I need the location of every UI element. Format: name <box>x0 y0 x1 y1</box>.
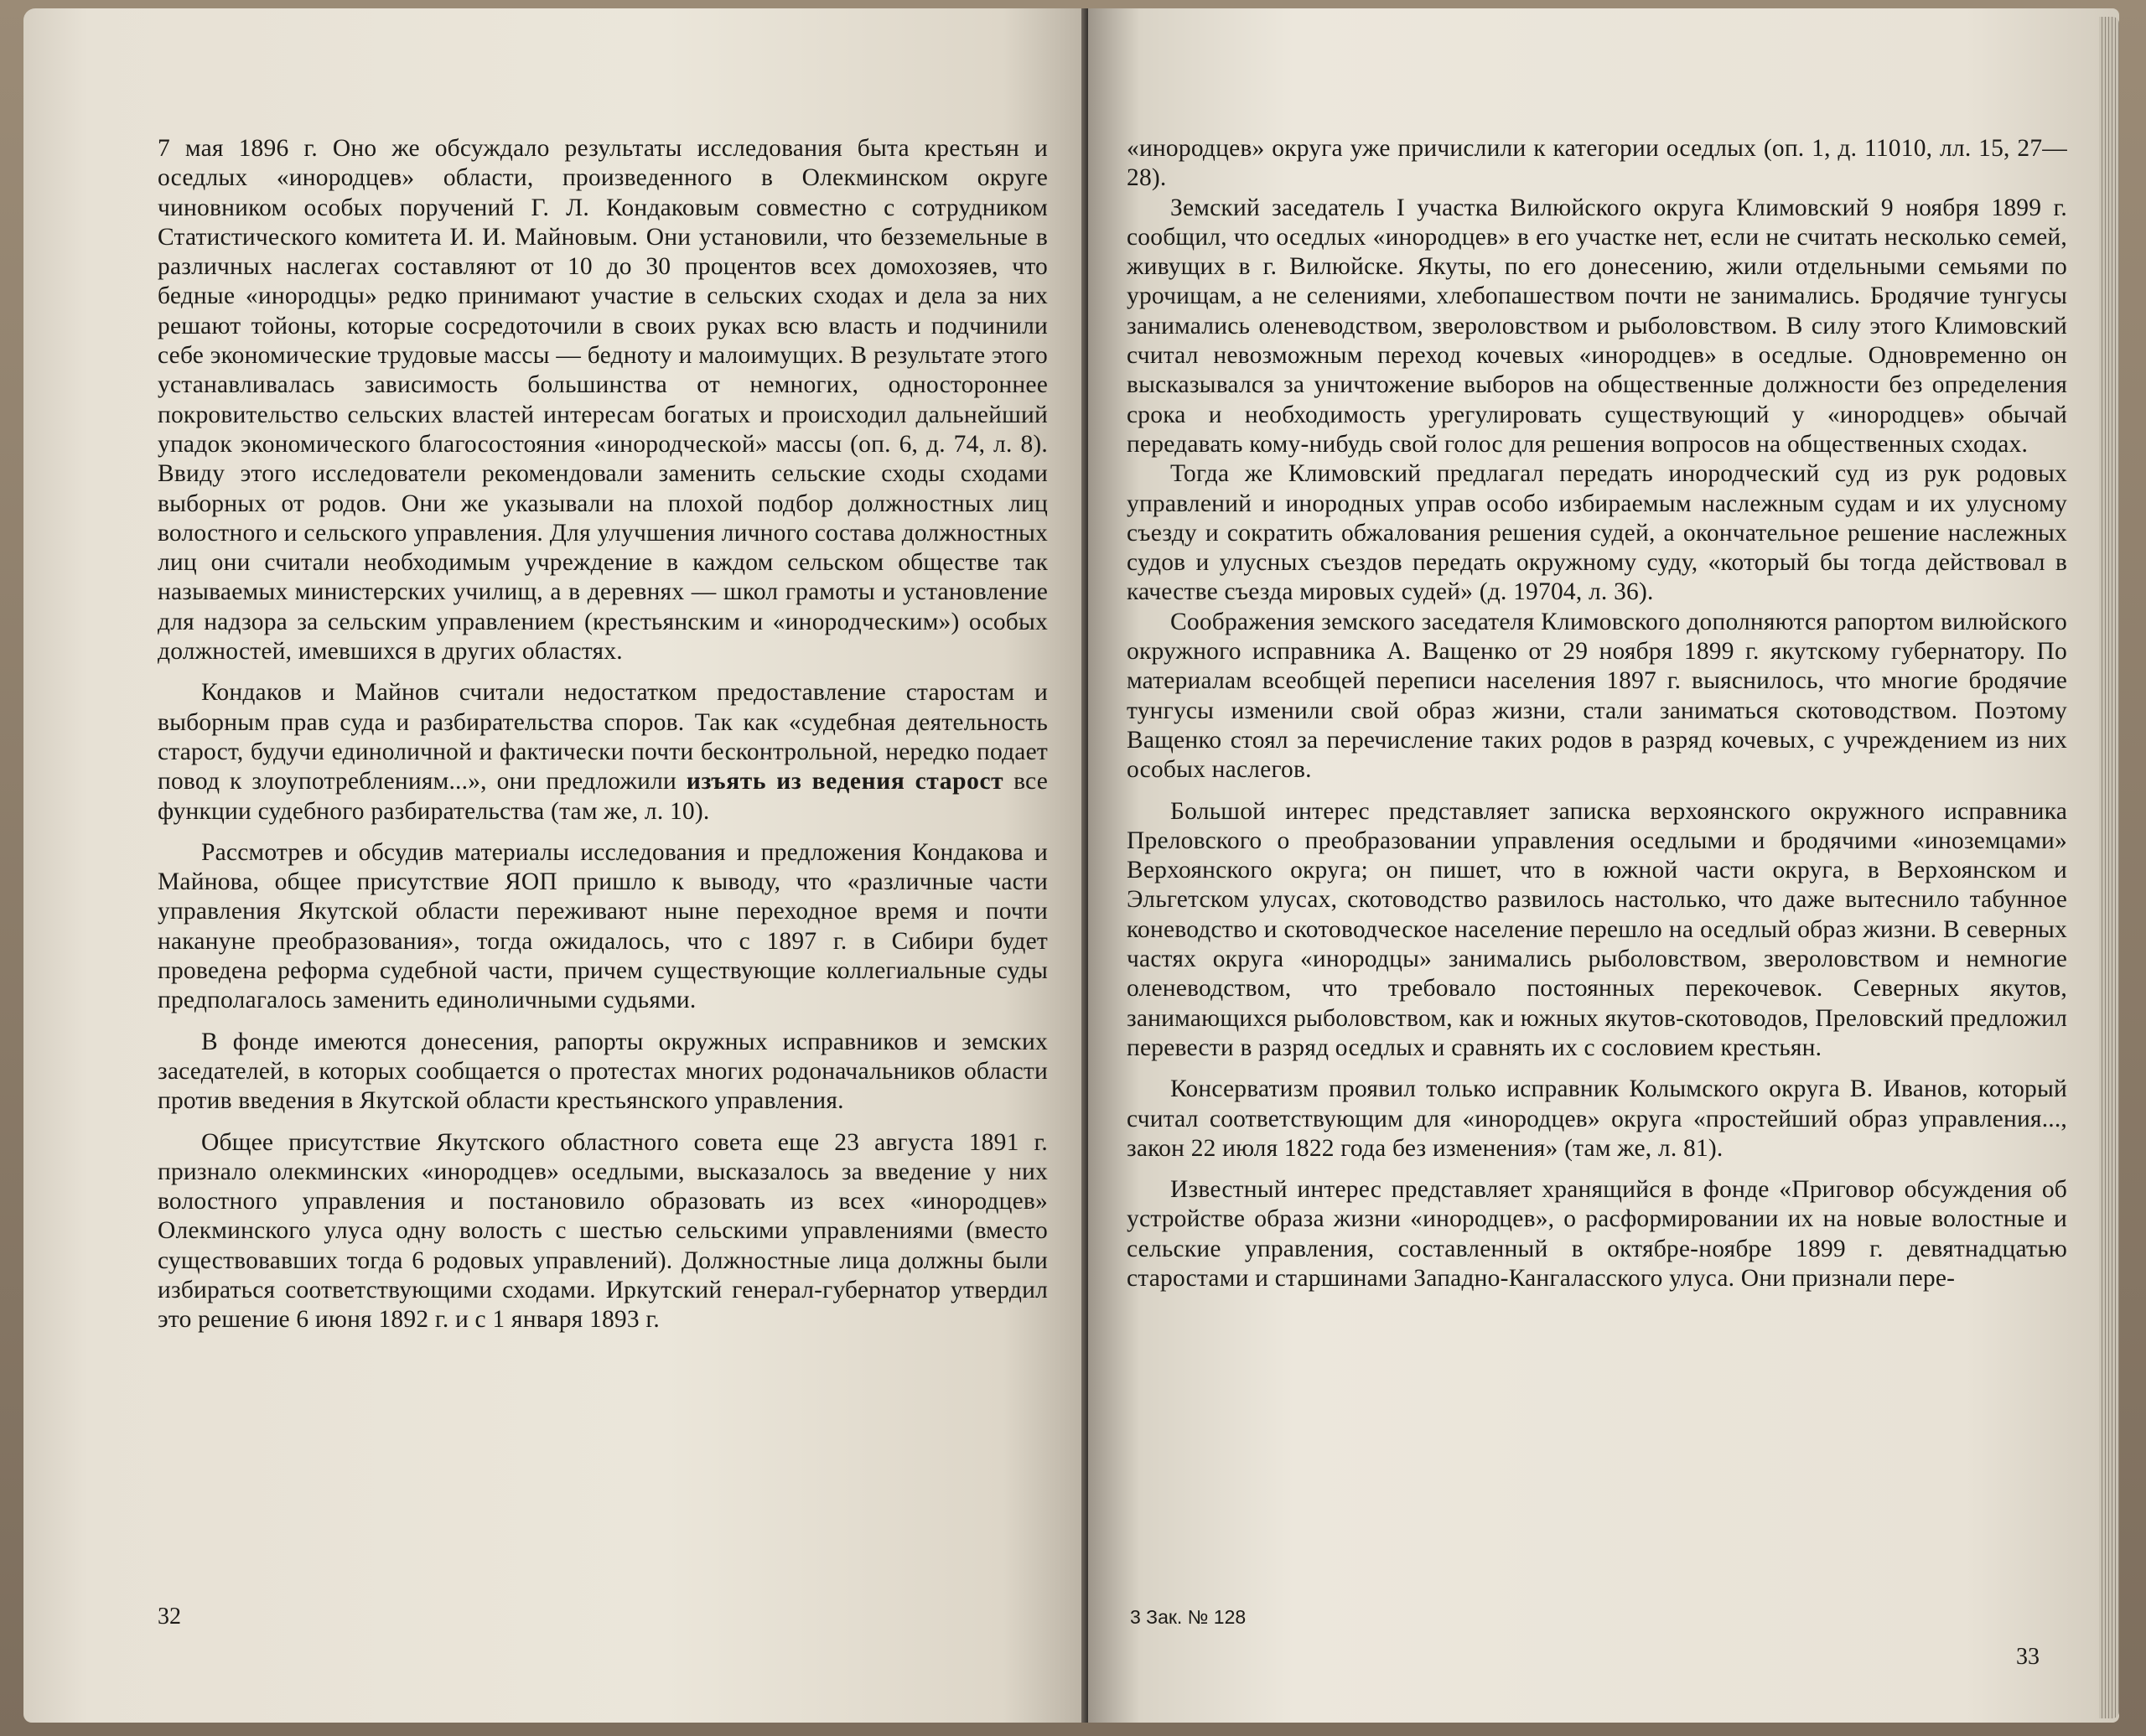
right-paragraph-6: Консерватизм проявил только исправник Колымского округа В. Иванов, который считал соответствующим для «инородцев» округа «простейший образ управления..., закон 22 июля 1822 года без изменения» (там же, л. 81). <box>1127 1075 2067 1162</box>
right-paragraph-3: Тогда же Климовский предлагал передать инородческий суд из рук родовых управлений и инородных управ особо избираемым наслежным судам и их улусному съезду и сократить обжалования решения судей, а окончательное решение наслежных судов и улусных съездов передать окружному суду, «который бы тогда действовал в качестве съезда мировых судей» (д. 19704, л. 36). <box>1127 460 2067 606</box>
left-paragraph-5: Общее присутствие Якутского областного совета еще 23 августа 1891 г. признало олекминских «инородцев» оседлыми, высказалось за введение у них волостного управления и постановило образовать из всех «инородцев» Олекминского улуса одну волость с шестью сельскими управлениями (вместо существовавших тогда 6 родовых управлений). Должностные лица должны были избираться соответствующими сходами. Иркутский генерал-губернатор утвердил это решение 6 июня 1892 г. и с 1 января 1893 г. <box>158 1128 1048 1334</box>
right-paragraph-4: Соображения земского заседателя Климовского дополняются рапортом вилюйского окружного исправника А. Ващенко от 29 ноября 1899 г. якутскому губернатору. По материалам всеобщей переписи населения 1897 г. выяснилось, что многие бродячие тунгусы изменили свой образ жизни, стали заниматься скотоводством. Поэтому Ващенко стоял за перечисление таких родов в разряд кочевых, с учреждением из них особых наслегов. <box>1127 608 2067 784</box>
right-paragraph-2: Земский заседатель I участка Вилюйского округа Климовский 9 ноября 1899 г. сообщил, что оседлых «инородцев» в его участке нет, если не считать несколько семей, живущих в г. Вилюйске. Якуты, по его донесению, жили отдельными семьями по урочищам, а не селениями, хлебопашеством почти не занимались. Бродячие тунгусы занимались оленеводством, звероловством и рыболовством. В силу этого Климовский считал невозможным переход кочевых «инородцев» в оседлые. Одновременно он высказывался за уничтожение выборов на общественные должности без определения срока и необходимость урегулировать существующий у «инородцев» обычай передавать кому-нибудь свой голос для решения вопросов на общественных сходах. <box>1127 194 2067 458</box>
left-paragraph-2-emphasis: изъять из ведения старост <box>686 768 1004 795</box>
left-page <box>23 8 1088 1723</box>
page-number-left: 32 <box>158 1604 181 1630</box>
left-paragraph-2-text-b: все функции судебного разбирательства (там же, л. 10). <box>158 768 1049 825</box>
page-number-right: 33 <box>2016 1644 2040 1670</box>
printer-signature: 3 Зак. № 128 <box>1130 1606 1247 1628</box>
right-page <box>1088 8 2119 1723</box>
left-paragraph-4: В фонде имеются донесения, рапорты окружных исправников и земских заседателей, в которых сообщается о протестах многих родоначальников области против введения в Якутской области крестьянского управления. <box>158 1028 1048 1115</box>
left-paragraph-2-text-a: Кондаков и Майнов считали недостатком предоставление старостам и выборным прав суда и разбирательства споров. Так как «судебная деятельность старост, будучи единоличной и фактически почти бесконтрольной, нередко подает повод к злоупотреблениям...», они предложили <box>158 679 1048 795</box>
page-edges <box>2099 17 2119 1718</box>
right-paragraph-1: «инородцев» округа уже причислили к категории оседлых (оп. 1, д. 11010, лл. 15, 27—28). <box>1127 135 2067 192</box>
open-book <box>23 8 2119 1723</box>
right-paragraph-7: Известный интерес представляет хранящийся в фонде «Приговор обсуждения об устройстве образа жизни «инородцев», о расформировании их на новые волостные и сельские управления, составленный в октябре-ноябре 1899 г. девятнадцатью старостами и старшинами Западно-Кангаласского улуса. Они признали пере- <box>1127 1176 2067 1292</box>
left-paragraph-3: Рассмотрев и обсудив материалы исследования и предложения Кондакова и Майнова, общее присутствие ЯОП пришло к выводу, что «различные части управления Якутской области переживают ныне переходное время и почти накануне преобразования», тогда ожидалось, что с 1897 г. в Сибири будет проведена реформа судебной части, причем существующие коллегиальные суды предполагалось заменить единоличными судьями. <box>158 838 1048 1014</box>
right-paragraph-5: Большой интерес представляет записка верхоянского окружного исправника Преловского о преобразовании управления оседлыми и бродячими «иноземцами» Верхоянского округа; он пишет, что в южной части округа, в Верхоянском и Эльгетском улусах, скотоводство развилось настолько, что даже вытеснило табунное коневодство и скотоводческое население перешло на оседлый образ жизни. В северных частях округа «инородцы» занимались рыболовством, звероловством и немногие оленеводством, что требовало постоянных перекочевок. Северных якутов, занимающихся рыболовством, как и южных якутов-скотоводов, Преловский предложил перевести в разряд оседлых и сравнять их с сословием крестьян. <box>1127 797 2067 1061</box>
left-paragraph-2 <box>158 678 1048 826</box>
left-paragraph-1: 7 мая 1896 г. Оно же обсуждало результаты исследования быта крестьян и оседлых «инородцев» области, произведенного в Олекминском округе чиновником особых поручений Г. Л. Кондаковым совместно с сотрудником Статистического комитета И. И. Майновым. Они установили, что безземельные в различных наслегах составляют от 10 до 30 процентов всех домохозяев, что бедные «инородцы» редко принимают участие в сельских сходах и дела за них решают тойоны, которые сосредоточили в своих руках всю власть и подчинили себе экономические трудовые массы — бедноту и малоимущих. В результате этого устанавливалась зависимость большинства от немногих, одностороннее покровительство сельских властей интересам богатых и происходил дальнейший упадок экономического благосостояния «инородческой» массы (оп. 6, д. 74, л. 8). Ввиду этого исследователи рекомендовали заменить сельские сходы сходами выборных от родов. Они же указывали на плохой подбор должностных лиц волостного и сельского управления. Для улучшения личного состава должностных лиц они считали необходимым учреждение в каждом сельском обществе так называемых министерских училищ, а в деревнях — школ грамоты и установление для надзора за сельским управлением (крестьянским и «инородческим») особых должностей, имевшихся в других областях. <box>158 135 1048 666</box>
